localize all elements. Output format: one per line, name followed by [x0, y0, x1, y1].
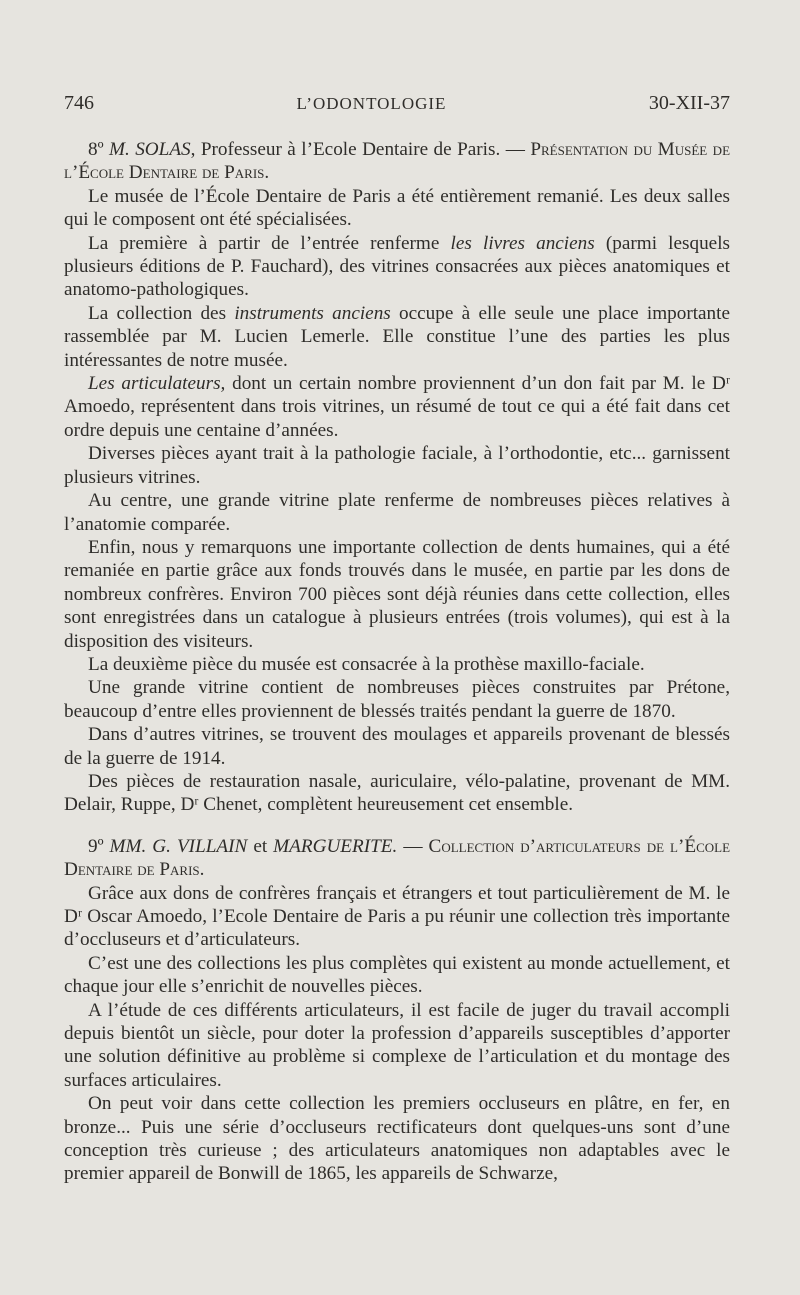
paragraph-text: La première à partir de l’entrée renferme [88, 232, 451, 254]
section-number: 9º [88, 835, 104, 857]
paragraph: Grâce aux dons de confrères français et étrangers et tout particulièrement de M. le Dʳ Oscar Amoedo, l’Ecole Dentaire de Paris a pu réunir une collection très importante d’occluseurs et d’articulateurs. [64, 882, 730, 951]
section-heading-villain [64, 835, 730, 882]
paragraph-text: dont un certain nombre proviennent d’un don fait par M. le Dʳ Amoedo, représentent dans trois vitrines, un résumé de tout ce qui a été fait dans cet ordre depuis une centaine d’années. [64, 373, 730, 441]
paragraph-text: La deuxième pièce du musée est consacrée à la prothèse maxillo-faciale. [88, 653, 645, 675]
section-topic: Présentation du Musée de l’École Dentaire de Paris. [64, 139, 731, 184]
paragraph-text: La collection des [88, 302, 235, 324]
author-joiner: et [247, 835, 274, 857]
section-topic: Collection d’articulateurs de l’École Dentaire de Paris. [64, 835, 731, 881]
page-number: 746 [64, 92, 94, 114]
heading-dash: — [397, 835, 429, 857]
section-affiliation: , Professeur à l’Ecole Dentaire de Paris. — [190, 139, 531, 160]
section-villain-paragraphs [64, 882, 730, 1186]
paragraph-emphasis: les livres anciens [450, 232, 595, 254]
paragraph [64, 185, 730, 232]
paragraph [64, 770, 730, 817]
running-header [64, 92, 730, 115]
paragraph: A l’étude de ces différents articulateurs, il est facile de juger du travail accompli depuis bientôt un siècle, pour doter la profession d’appareils susceptibles d’apporter une solution définitive au problème si complexe de l’articulation et du montage des surfaces articulaires. [64, 999, 730, 1091]
section-author: M. SOLAS [108, 139, 191, 160]
section-number: 8º [88, 139, 104, 160]
section-heading-solas [64, 138, 730, 185]
paragraph-text: Au centre, une grande vitrine plate renferme de nombreuses pièces relatives à l’anatomie comparée. [64, 490, 730, 535]
paragraph [64, 232, 730, 302]
paragraph-emphasis: instruments anciens [234, 302, 391, 324]
paragraph-text: occupe à elle seule une place importante rassemblée par M. Lucien Lemerle. Elle constitue l’une des parties les plus intéressantes de notre musée. [64, 302, 730, 371]
paragraph-text: (parmi lesquels plusieurs éditions de P. Fauchard), des vitrines consacrées aux pièces anatomiques et anatomo-pathologiques. [64, 232, 731, 301]
paragraph-text: Enfin, nous y remarquons une importante collection de dents humaines, qui a été remaniée en partie grâce aux fonds trouvés dans le musée, en partie par les dons de nombreux confrères. Environ 700 pièces sont déjà réunies dans cette collection, elles sont enregistrées dans un catalogue à plusieurs entrées (trois volumes), qui est à la disposition des visiteurs. [64, 536, 730, 652]
paragraph-text: Dans d’autres vitrines, se trouvent des moulages et appareils provenant de blessés de la guerre de 1914. [64, 724, 730, 769]
issue-date: 30-XII-37 [648, 92, 730, 114]
paragraph-text: Une grande vitrine contient de nombreuses pièces construites par Prétone, beaucoup d’entre elles proviennent de blessés traités pendant la guerre de 1870. [64, 677, 730, 722]
paragraph [64, 723, 730, 770]
paragraph-text: Diverses pièces ayant trait à la pathologie faciale, à l’orthodontie, etc... garnissent plusieurs vitrines. [64, 443, 730, 488]
paragraph [64, 653, 730, 676]
paragraph [64, 442, 730, 489]
paragraph [64, 489, 730, 536]
section-author-b: MARGUERITE. [273, 835, 398, 857]
section-author-a: MM. G. VILLAIN [109, 835, 248, 857]
paragraph [64, 676, 730, 723]
paragraph-emphasis: Les articulateurs, [88, 373, 226, 395]
section-solas-paragraphs [64, 185, 730, 817]
paragraph [64, 536, 730, 653]
paragraph [64, 372, 730, 442]
paragraph-text: Le musée de l’École Dentaire de Paris a été entièrement remanié. Les deux salles qui le composent ont été spécialisées. [64, 185, 730, 231]
paragraph-text: Des pièces de restauration nasale, auriculaire, vélo-palatine, provenant de MM. Delair, Ruppe, Dʳ Chenet, complètent heureusement cet ensemble. [64, 770, 730, 816]
article-body [64, 138, 730, 1186]
paragraph: C’est une des collections les plus complètes qui existent au monde actuellement, et chaque jour elle s’enrichit de nouvelles pièces. [64, 952, 730, 998]
paragraph: On peut voir dans cette collection les premiers occluseurs en plâtre, en fer, en bronze... Puis une série d’occluseurs rectificateurs dont quelques-uns sont d’une conception très curieuse ; des articulateurs anatomiques non adaptables avec le premier appareil de Bonwill de 1865, les appareils de Schwarze, [64, 1093, 730, 1185]
journal-title: L’ODONTOLOGIE [296, 94, 447, 113]
paragraph [64, 302, 730, 372]
